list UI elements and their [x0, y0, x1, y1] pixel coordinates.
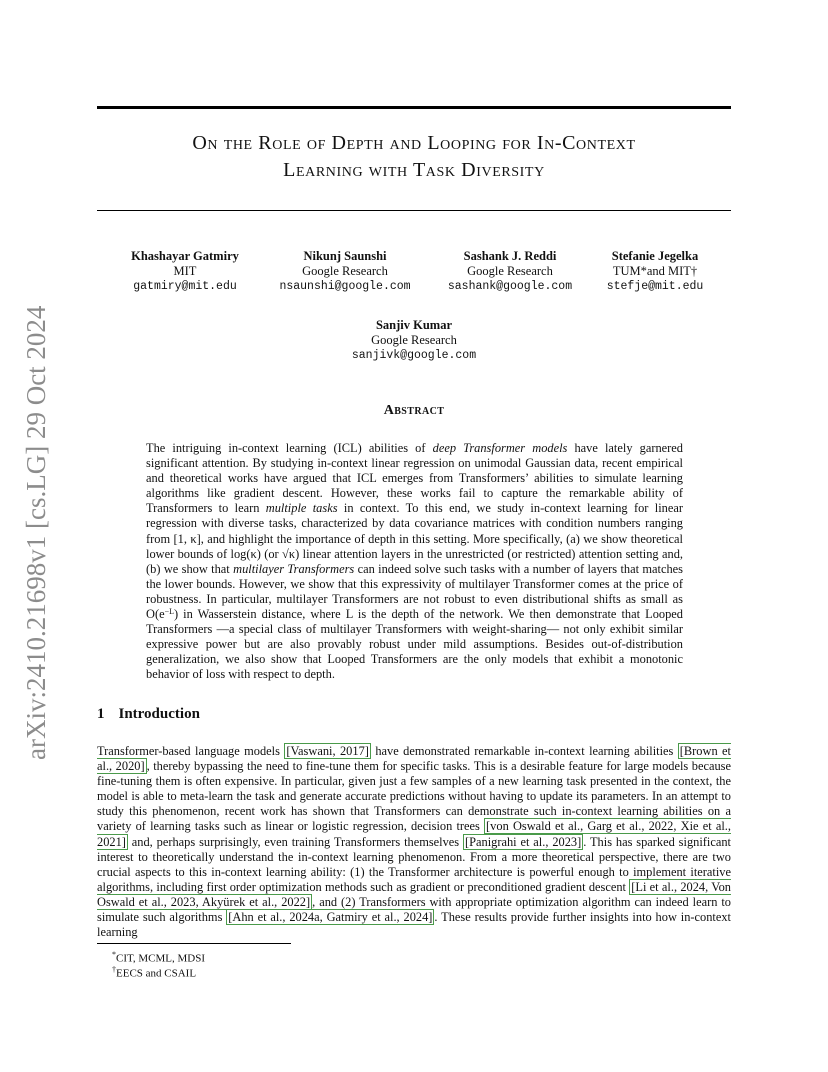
author-email[interactable]: stefje@mit.edu: [606, 280, 704, 293]
abstract-text: [146, 441, 683, 683]
abstract-run: in context. To this end, we study in-context learning for linear regression with diverse tasks, characterized by data covariance matrices with condition numbers ranging from [1, κ], and highlight the importance of depth in this setting. More specifically, (a) we show theoretical lower bounds of log(κ) (or √κ) linear attention layers in the unrestricted (or restricted) attention setting and, (b) we show that: [146, 501, 683, 576]
intro-run: , and (2) Transformers with appropriate optimization algorithm can indeed learn to simulate such algorithms: [97, 894, 731, 925]
author-block: [265, 249, 425, 294]
author-name: Nikunj Saunshi: [303, 249, 387, 263]
intro-run: Transformer-based language models: [97, 744, 285, 758]
abstract-run: can indeed solve such tasks with a number of layers that matches the lower bounds. However, we show that this expressivity of multilayer Transformer comes at the price of robustness. In particular, multilayer Transformers are not robust to even distributional shifts as small as O(e: [146, 561, 683, 622]
author-affiliation: Google Research: [371, 333, 457, 347]
author-name: Stefanie Jegelka: [611, 249, 699, 263]
citation-link[interactable]: [Li et al., 2024, Von Oswald et al., 2023, Akyürek et al., 2022]: [97, 879, 731, 909]
author-affiliation: Google Research: [467, 264, 553, 278]
abstract-run: −L: [164, 607, 174, 617]
author-block: [334, 318, 494, 363]
author-affiliation: TUM*and MIT†: [612, 264, 698, 278]
intro-run: and, perhaps surprisingly, even training Transformers themselves: [127, 834, 463, 849]
author-email[interactable]: sanjivk@google.com: [351, 349, 477, 362]
footnote-mark: *: [112, 950, 116, 959]
title-line-1: On the Role of Depth and Looping for In-Context: [192, 132, 636, 154]
author-email[interactable]: gatmiry@mit.edu: [133, 280, 237, 293]
abstract-run: deep Transformer models: [432, 441, 568, 455]
section-title: Introduction: [118, 706, 200, 722]
title-top-rule: [97, 106, 731, 109]
footnote: [112, 963, 196, 981]
section-heading: [97, 706, 200, 723]
author-email[interactable]: sashank@google.com: [447, 280, 573, 293]
author-affiliation: MIT: [173, 264, 197, 278]
author-name: Khashayar Gatmiry: [131, 249, 239, 263]
citation-link[interactable]: [Brown et al., 2020]: [97, 744, 731, 774]
citation-link[interactable]: [Panigrahi et al., 2023]: [465, 834, 582, 849]
abstract-heading: Abstract: [383, 403, 445, 418]
author-block: [430, 249, 590, 294]
arxiv-sidebar-stamp: arXiv:2410.21698v1 [cs.LG] 29 Oct 2024: [21, 305, 51, 760]
author-block: [585, 249, 725, 294]
author-block: [105, 249, 265, 294]
abstract-run: have lately garnered significant attention. By studying in-context linear regression on unimodal Gaussian data, recent empirical and theoretical works have argued that ICL emerges from Transformers’ abilities to simulate learning algorithms like gradient descent. However, these works fail to capture the remarkable ability of Transformers to learn: [146, 441, 683, 516]
paper-title: [97, 130, 731, 184]
footnote-mark: †: [112, 965, 116, 974]
footnote-text: EECS and CSAIL: [116, 967, 197, 980]
intro-run: , thereby bypassing the need to fine-tune them for specific tasks. This is a desirable feature for large models because fine-tuning them is often expensive. In particular, given just a few samples of a new learning task presented in the context, the model is able to meta-learn the task and generate accurate predictions without having to update its parameters. In an attempt to study this phenomenon, recent work has shown that Transformers can demonstrate such in-context learning abilities on a variety of learning tasks such as linear or logistic regression, decision trees: [97, 759, 731, 834]
citation-link[interactable]: [Ahn et al., 2024a, Gatmiry et al., 2024]: [228, 910, 433, 925]
footnote-text: CIT, MCML, MDSI: [116, 952, 206, 965]
citation-link[interactable]: [Vaswani, 2017]: [286, 744, 369, 758]
title-bottom-rule: [97, 210, 731, 211]
footnote-rule: [97, 943, 291, 944]
section-number: 1: [97, 706, 105, 722]
abstract-paragraph: [146, 441, 683, 683]
intro-run: . These results provide further insights into how in-context learning: [97, 910, 731, 940]
abstract-run: The intriguing in-context learning (ICL) abilities of: [146, 441, 433, 455]
abstract-run: multiple tasks: [265, 501, 338, 516]
author-name: Sanjiv Kumar: [375, 318, 453, 332]
intro-run: . This has sparked significant interest to theoretically understand the in-context learning phenomenon. From a more theoretical perspective, there are two crucial aspects to this in-context learning ability: (1) the Transformer architecture is powerful enough to implement iterative algorithms, including first order optimization methods such as gradient or preconditioned gradient descent: [97, 834, 731, 894]
intro-run: have demonstrated remarkable in-context learning abilities: [370, 744, 678, 758]
intro-paragraph: [97, 744, 731, 940]
citation-link[interactable]: [von Oswald et al., Garg et al., 2022, Xie et al., 2021]: [97, 819, 731, 849]
author-affiliation: Google Research: [302, 264, 388, 278]
author-name: Sashank J. Reddi: [463, 249, 557, 263]
title-line-2: Learning with Task Diversity: [283, 159, 545, 181]
abstract-run: ) in Wasserstein distance, where L is the depth of the network. We then demonstrate that Looped Transformers —a special class of multilayer Transformers with weight-sharing— not only exhibit similar expressive power but are also provably robust under mild assumptions. Besides out-of-distribution generalization, we also show that Looped Transformers are the only models that exhibit a monotonic behavior of loss with respect to depth.: [146, 607, 683, 682]
author-email[interactable]: nsaunshi@google.com: [279, 280, 411, 293]
intro-text: [97, 744, 731, 940]
abstract-run: multilayer Transformers: [233, 561, 355, 576]
